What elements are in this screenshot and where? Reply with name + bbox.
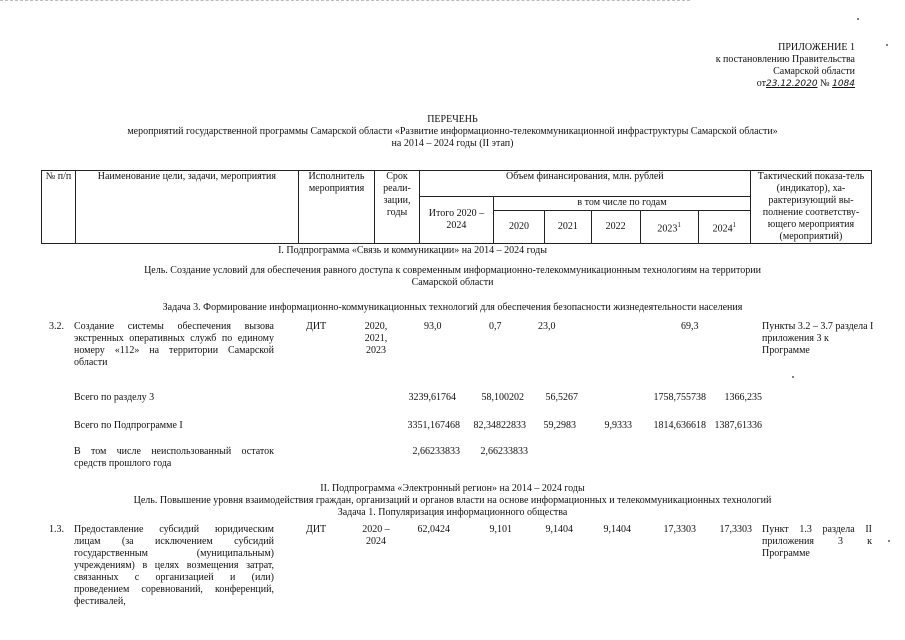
subprogram-1-task: Задача 3. Формирование информационно-коммуникационных технологий для обеспечения безопасности жизнедеятельности населения	[162, 302, 743, 313]
row-3-2-2023: 69,3	[681, 321, 699, 332]
document-subtitle-1: мероприятий государственной программы Самарской области «Развитие информационно-телекоммуникационной инфраструктуры Самарской области»	[127, 126, 778, 137]
header-term: Срок реали-зации, годы	[375, 171, 420, 244]
appendix-line-3: Самарской области	[773, 66, 855, 77]
appendix-date-line	[700, 78, 855, 90]
unused-remainder-2020: 2,66233833	[480, 446, 528, 457]
row-3-2-term: 2020, 2021, 2023	[364, 321, 388, 356]
subprogram-1-total-2022: 9,9333	[604, 420, 632, 431]
subprogram-1-total-2023: 1814,636618	[653, 420, 706, 431]
page-top-edge	[0, 0, 690, 1]
header-2021: 2021	[545, 211, 592, 244]
row-1-3-2020: 9,101	[489, 524, 512, 535]
subprogram-1-total-2024: 1387,61336	[714, 420, 762, 431]
header-executor: Исполнитель мероприятия	[298, 171, 374, 244]
row-1-3-total: 62,0424	[417, 524, 450, 535]
unused-remainder-label: В том числе неиспользованный остаток средств прошлого года	[74, 446, 274, 469]
header-num: № п/п	[42, 171, 76, 244]
header-2023: 2023$^1$	[640, 211, 698, 244]
section-3-total-2020: 58,100202	[481, 392, 524, 403]
row-1-3-num: 1.3.	[49, 524, 64, 535]
subprogram-1-total-value: 3351,167468	[407, 420, 460, 431]
scan-speck	[792, 376, 794, 378]
scan-speck	[888, 540, 890, 542]
subprogram-1-total-2021: 59,2983	[543, 420, 576, 431]
row-3-2-total: 93,0	[424, 321, 442, 332]
row-1-3-term: 2020 – 2024	[362, 524, 390, 547]
header-total: Итого 2020 – 2024	[419, 197, 493, 244]
section-3-total-2023: 1758,755738	[653, 392, 706, 403]
subprogram-1-total-2020: 82,34822833	[473, 420, 526, 431]
document-subtitle-2: на 2014 – 2024 годы (II этап)	[391, 138, 514, 149]
document-title: ПЕРЕЧЕНЬ	[427, 114, 478, 125]
subprogram-1-goal-1: Цель. Создание условий для обеспечения равного доступа к современным информационно-телекоммуникационным технологиям на территории	[144, 265, 761, 276]
row-3-2-name: Создание системы обеспечения вызова экстренных оперативных служб по единому номеру «112» на территории Самарской области	[74, 321, 274, 368]
table-header	[41, 170, 872, 244]
appendix-line-2: к постановлению Правительства	[715, 54, 855, 65]
row-1-3-2023: 17,3303	[663, 524, 696, 535]
row-3-2-indicator: Пункты 3.2 – 3.7 раздела I приложения 3 к Программе	[762, 321, 874, 356]
row-3-2-num: 3.2.	[49, 321, 64, 332]
appendix-title: ПРИЛОЖЕНИЕ 1	[778, 42, 855, 53]
subprogram-1-title: I. Подпрограмма «Связь и коммуникации» на 2014 – 2024 годы	[278, 245, 547, 256]
row-1-3-indicator: Пункт 1.3 раздела II приложения 3 к Программе	[762, 524, 872, 559]
header-name: Наименование цели, задачи, мероприятия	[75, 171, 298, 244]
header-2020: 2020	[494, 211, 545, 244]
row-3-2-executor: ДИТ	[306, 321, 327, 332]
row-1-3-2021: 9,1404	[545, 524, 573, 535]
handwritten-number: 1084	[832, 79, 855, 89]
row-1-3-executor: ДИТ	[306, 524, 327, 535]
header-indicator: Тактический показа-тель (индикатор), ха-рактеризующий вы-полнение соответству-ющего мероприятия (мероприятий)	[750, 171, 871, 244]
header-2024: 2024$^1$	[698, 211, 750, 244]
subprogram-1-goal-2: Самарской области	[411, 277, 494, 288]
date-prefix: от	[756, 78, 767, 89]
section-3-total-2021: 56,5267	[545, 392, 578, 403]
row-1-3-2022: 9,1404	[603, 524, 631, 535]
subprogram-1-total-label: Всего по Подпрограмме I	[74, 420, 183, 431]
scan-speck	[857, 18, 859, 20]
number-prefix: №	[820, 78, 830, 89]
header-including: в том числе по годам	[494, 197, 751, 211]
scan-speck	[886, 44, 888, 46]
row-3-2-2021: 23,0	[538, 321, 556, 332]
header-2022: 2022	[591, 211, 640, 244]
handwritten-date: 23.12.2020	[766, 79, 818, 89]
subprogram-2-goal: Цель. Повышение уровня взаимодействия граждан, организаций и органов власти на основе информационных и телекоммуникационных технологий	[133, 495, 772, 506]
row-3-2-2020: 0,7	[489, 321, 502, 332]
section-3-total-2024: 1366,235	[724, 392, 762, 403]
row-1-3-2024: 17,3303	[719, 524, 752, 535]
subprogram-2-task: Задача 1. Популяризация информационного общества	[337, 507, 568, 518]
unused-remainder-total: 2,66233833	[412, 446, 460, 457]
section-3-total-label: Всего по разделу 3	[74, 392, 155, 403]
row-1-3-name: Предоставление субсидий юридическим лицам (за исключением субсидий государственным (муниципальным) учреждениям) в целях возмещения затрат, связанных с организацией и (или) проведением соревнований, конференций, фестивалей,	[74, 524, 274, 607]
section-3-total-value: 3239,61764	[408, 392, 456, 403]
header-funding: Объем финансирования, млн. рублей	[419, 171, 750, 197]
subprogram-2-title: II. Подпрограмма «Электронный регион» на 2014 – 2024 годы	[320, 483, 585, 494]
